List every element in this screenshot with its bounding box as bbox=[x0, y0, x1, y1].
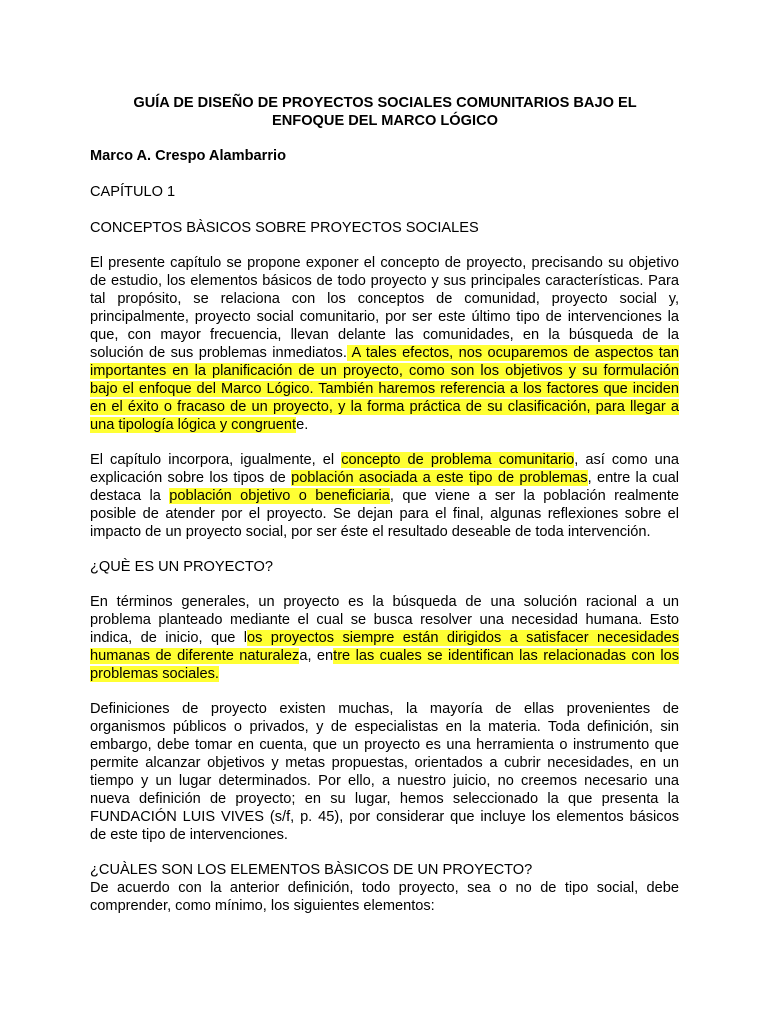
text-run: destaca la bbox=[90, 488, 170, 504]
heading-basic-elements: ¿CUÀLES SON LOS ELEMENTOS BÀSICOS DE UN PROYECTO? bbox=[90, 862, 533, 878]
highlighted-text: concepto de problema comunitario bbox=[341, 452, 575, 468]
paragraph-line: que, con mayor frecuencia, llevan delante las comunidades, en la búsqueda de la bbox=[90, 327, 679, 343]
chapter-title: CONCEPTOS BÀSICOS SOBRE PROYECTOS SOCIALES bbox=[90, 220, 479, 236]
text-run: El capítulo incorpora, igualmente, el bbox=[90, 452, 342, 468]
paragraph-line: tal propósito, se relaciona con los conceptos de comunidad, proyecto social y, bbox=[90, 291, 679, 307]
highlighted-text: tre las cuales se identifican las relacionadas con los bbox=[333, 648, 679, 664]
paragraph-line: De acuerdo con la anterior definición, todo proyecto, sea o no de tipo social, debe bbox=[90, 880, 679, 896]
title-line-1: GUÍA DE DISEÑO DE PROYECTOS SOCIALES COMUNITARIOS BAJO EL bbox=[133, 95, 637, 111]
text-run: indica, de inicio, que l bbox=[90, 630, 247, 646]
paragraph-line bbox=[90, 451, 679, 469]
paragraph-line bbox=[90, 416, 679, 434]
paragraph-line bbox=[90, 469, 679, 487]
highlighted-text: os proyectos siempre están dirigidos a satisfacer necesidades bbox=[246, 630, 679, 646]
paragraph-line bbox=[90, 344, 679, 362]
highlighted-text: una tipología lógica y congruent bbox=[90, 417, 297, 433]
highlighted-text: problemas sociales. bbox=[90, 666, 219, 682]
highlighted-text: población objetivo o beneficiaria bbox=[169, 488, 390, 504]
paragraph-line: permite alcanzar objetivos y metas propuestas, orientados a cubrir necesidades, en un bbox=[90, 755, 679, 771]
paragraph-line bbox=[90, 487, 679, 505]
text-run: , entre la cual bbox=[587, 470, 679, 486]
text-run: a, en bbox=[299, 648, 334, 664]
paragraph-line: posible de atender por el proyecto. Se dejan para el final, algunas reflexiones sobre el bbox=[90, 506, 679, 522]
text-run: solución de sus problemas inmediatos. bbox=[90, 345, 347, 361]
paragraph-line: embargo, debe tomar en cuenta, que un proyecto es una herramienta o instrumento que bbox=[90, 737, 679, 753]
paragraph-line: problema planteado mediante el cual se busca resolver una necesidad humana. Esto bbox=[90, 612, 679, 628]
chapter-label: CAPÍTULO 1 bbox=[90, 184, 176, 200]
author-name: Marco A. Crespo Alambarrio bbox=[90, 148, 286, 164]
highlighted-text: humanas de diferente naturalez bbox=[90, 648, 300, 664]
paragraph-line bbox=[90, 398, 679, 416]
paragraph-line: nueva definición de proyecto; en su lugar, hemos seleccionado la que presenta la bbox=[90, 791, 679, 807]
paragraph-line bbox=[90, 629, 679, 647]
heading-what-is-project: ¿QUÈ ES UN PROYECTO? bbox=[90, 559, 273, 575]
paragraph-line: de estudio, los elementos básicos de todo proyecto y sus principales características. Para bbox=[90, 273, 679, 289]
highlighted-text: importantes en la planificación de un proyecto, como son los objetivos y su formulación bbox=[90, 363, 679, 379]
highlighted-text: en el éxito o fracaso de un proyecto, y la forma práctica de su clasificación, para llegar a bbox=[90, 399, 679, 415]
document-title bbox=[90, 94, 680, 130]
paragraph-line: comprender, como mínimo, los siguientes elementos: bbox=[90, 898, 435, 914]
title-line-2: ENFOQUE DEL MARCO LÓGICO bbox=[272, 113, 498, 129]
paragraph-line bbox=[90, 647, 679, 665]
text-run: e. bbox=[296, 417, 309, 433]
text-run: , así como una bbox=[574, 452, 679, 468]
paragraph-line: Definiciones de proyecto existen muchas, la mayoría de ellas provenientes de bbox=[90, 701, 679, 717]
paragraph-line: FUNDACIÓN LUIS VIVES (s/f, p. 45), por considerar que incluye los elementos básicos bbox=[90, 809, 679, 825]
text-run: explicación sobre los tipos de bbox=[90, 470, 292, 486]
paragraph-line: tiempo y un lugar determinados. Por ello, a nuestro juicio, no creemos necesario una bbox=[90, 773, 679, 789]
paragraph-line: En términos generales, un proyecto es la búsqueda de una solución racional a un bbox=[90, 594, 679, 610]
paragraph-line: organismos públicos o privados, y de especialistas en la materia. Toda definición, sin bbox=[90, 719, 679, 735]
paragraph-line bbox=[90, 665, 679, 683]
paragraph-line: El presente capítulo se propone exponer el concepto de proyecto, precisando su objetivo bbox=[90, 255, 679, 271]
paragraph-line: de este tipo de intervenciones. bbox=[90, 827, 288, 843]
highlighted-text: A tales efectos, nos ocuparemos de aspectos tan bbox=[346, 345, 679, 361]
highlighted-text: población asociada a este tipo de problemas bbox=[291, 470, 588, 486]
highlighted-text: bajo el enfoque del Marco Lógico. También haremos referencia a los factores que inciden bbox=[90, 381, 679, 397]
paragraph-line: principalmente, proyecto social comunitario, por ser este último tipo de intervenciones la bbox=[90, 309, 679, 325]
text-run: , que viene a ser la población realmente bbox=[389, 488, 679, 504]
paragraph-line: impacto de un proyecto social, por ser éste el resultado deseable de toda intervención. bbox=[90, 524, 651, 540]
paragraph-line bbox=[90, 362, 679, 380]
paragraph-line bbox=[90, 380, 679, 398]
